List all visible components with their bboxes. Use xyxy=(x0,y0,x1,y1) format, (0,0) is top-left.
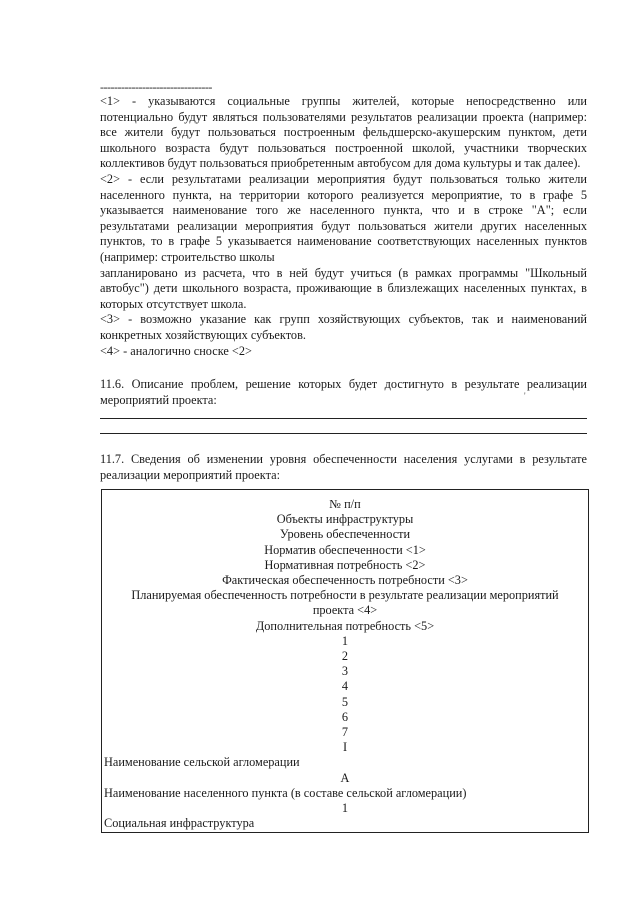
section-11-6-text: 11.6. Описание проблем, решение которых будет достигнуто в результате реализации мероприятий проекта: xyxy=(100,377,587,407)
column-number: 6 xyxy=(341,709,349,724)
table-header-row: Норматив обеспеченности <1> xyxy=(264,542,426,557)
column-number: 4 xyxy=(341,679,349,694)
table-header-row: Фактическая обеспеченность потребности <3> xyxy=(222,573,468,588)
footnote-3: <3> - возможно указание как групп хозяйствующих субъектов, так и наименований конкретных хозяйствующих субъектов. xyxy=(100,312,587,342)
footnote-2: <2> - если результатами реализации мероприятия будут пользоваться только жители населенного пункта, на территории которого реализуется мероприятие, то в графе 5 указывается наименование того же населенного пункта, что и в строке "А"; если результатами реализации мероприятия будут пользоваться жители других населенных пунктов, то в графе 5 указывается наименование соответствующих населенных пунктов (например: строительство школы xyxy=(100,171,587,264)
footnote-2-continuation: запланировано из расчета, что в ней будут учиться (в рамках программы "Школьный автобус") дети школьного возраста, проживающие в близлежащих населенных пунктах, в которых отсутствует школа. xyxy=(100,265,587,311)
stray-mark: ' xyxy=(524,391,526,401)
footnote-1: <1> - указываются социальные группы жителей, которые непосредственно или потенциально будут являться пользователями результатов реализации проекта (например: все жители будут пользоваться построенным фельдшерско-акушерским пунктом, дети школьного возраста будут пользоваться построенной школой, участники творческих коллективов будут пользоваться приобретенным автобусом для дома культуры и так далее). xyxy=(100,94,587,171)
table-header-row: Уровень обеспеченности xyxy=(279,527,411,542)
row-a: А xyxy=(340,770,350,785)
social-infrastructure-label: Социальная инфраструктура xyxy=(104,816,255,831)
column-number: 3 xyxy=(341,664,349,679)
table-header-row: № п/п xyxy=(329,497,361,511)
section-11-7-text: 11.7. Сведения об изменении уровня обеспеченности населения услугами в результате реализации мероприятий проекта: xyxy=(100,452,587,482)
column-number: I xyxy=(342,740,348,755)
footnote-4: <4> - аналогично сноске <2> xyxy=(100,343,252,358)
column-number: 5 xyxy=(341,694,349,709)
table-header-row: проекта <4> xyxy=(312,603,378,618)
fill-line-1 xyxy=(100,418,587,419)
column-number: 7 xyxy=(341,725,349,740)
settlement-label: Наименование населенного пункта (в составе сельской агломерации) xyxy=(104,785,467,800)
column-number: 1 xyxy=(341,633,349,648)
agglomeration-label: Наименование сельской агломерации xyxy=(104,755,300,770)
fill-line-2 xyxy=(100,433,587,434)
table-header-row: Объекты инфраструктуры xyxy=(276,512,414,527)
footnotes-block xyxy=(100,94,587,359)
column-number: 2 xyxy=(341,649,349,664)
services-table xyxy=(101,489,589,833)
footnote-separator: -------------------------------- xyxy=(100,80,212,94)
table-header-row: Планируемая обеспеченность потребности в результате реализации мероприятий xyxy=(131,588,559,603)
table-header-row: Дополнительная потребность <5> xyxy=(255,618,435,633)
table-header-row: Нормативная потребность <2> xyxy=(264,557,426,572)
row-one: 1 xyxy=(341,801,349,816)
